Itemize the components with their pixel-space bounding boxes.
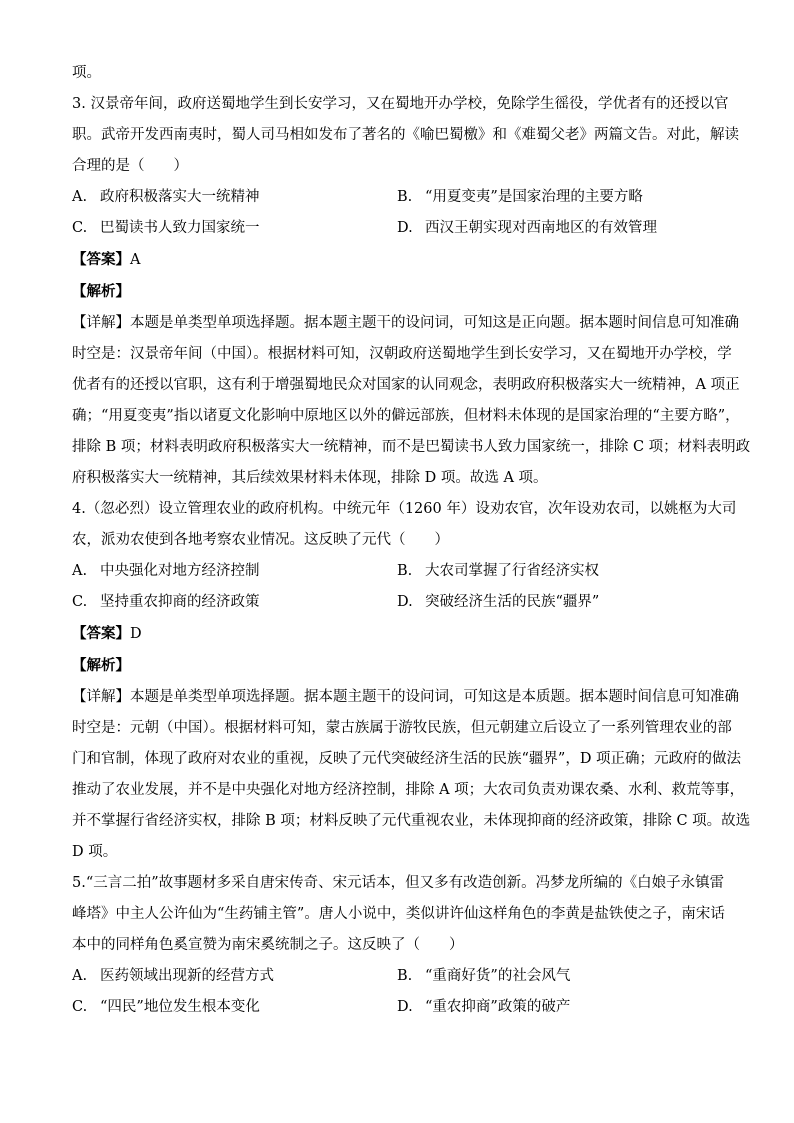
answer-value: A <box>130 252 141 268</box>
option-a <box>72 182 397 213</box>
question-stem-line: 5.“三言二拍”故事题材多采自唐宋传奇、宋元话本，但又多有改造创新。冯梦龙所编的《白娘子永镇雷 <box>72 875 725 891</box>
question-stem-line: 峰塔》中主人公许仙为“生药铺主管”。唐人小说中，类似讲许仙这样角色的李黄是盐铁使之子，南宋话 <box>72 906 725 922</box>
option-text: 西汉王朝实现对西南地区的有效管理 <box>425 220 657 236</box>
detail-line: 门和官制，体现了政府对农业的重视，反映了元代突破经济生活的民族“疆界”，D 项正确；元政府的做法 <box>72 751 742 767</box>
option-key: C. <box>72 594 88 610</box>
detail-line: 排除 B 项；材料表明政府积极落实大一统精神，而不是巴蜀读书人致力国家统一，排除 C 项；材料表明政 <box>72 439 751 455</box>
option-text: 巴蜀读书人致力国家统一 <box>100 220 260 236</box>
option-b <box>397 961 722 992</box>
option-key: D. <box>397 594 413 610</box>
answer-value: D <box>130 626 142 642</box>
detail-line: 【详解】本题是单类型单项选择题。据本题主题干的设问词，可知这是本质题。据本题时间信息可知准确 <box>72 689 739 705</box>
continuation-line: 项。 <box>72 65 101 81</box>
answer-line <box>72 244 722 276</box>
option-key: D. <box>397 220 413 236</box>
options-list <box>72 961 722 1023</box>
options-list <box>72 182 722 244</box>
option-c <box>72 213 397 244</box>
option-key: A. <box>72 563 88 579</box>
question-stem-line: 合理的是（ ） <box>72 158 188 174</box>
option-c <box>72 992 397 1023</box>
option-text: 突破经济生活的民族“疆界” <box>425 594 600 610</box>
detail-line: 优者有的还授以官职，这有利于增强蜀地民众对国家的认同观念，表明政府积极落实大一统精神，A 项正 <box>72 377 740 393</box>
option-text: “重农抑商”政策的破产 <box>425 999 571 1015</box>
question-stem-line: 4.（忽必烈）设立管理农业的政府机构。中统元年（1260 年）设劝农官，次年设劝农司，以姚枢为大司 <box>72 501 737 517</box>
question-5 <box>72 868 725 1023</box>
option-key: D. <box>397 999 413 1015</box>
option-d <box>397 213 722 244</box>
detail-line: 时空是：汉景帝年间（中国）。根据材料可知，汉朝政府送蜀地学生到长安学习，又在蜀地开办学校，学 <box>72 346 732 362</box>
options-list <box>72 556 722 618</box>
option-key: B. <box>397 968 413 984</box>
detail-line: 府积极落实大一统精神，其后续效果材料未体现，排除 D 项。故选 A 项。 <box>72 470 548 486</box>
answer-label: 【答案】 <box>72 625 130 642</box>
option-b <box>397 556 722 587</box>
detail-line: D 项。 <box>72 844 118 860</box>
detail-line: 【详解】本题是单类型单项选择题。据本题主题干的设问词，可知这是正向题。据本题时间信息可知准确 <box>72 315 739 331</box>
analysis-label: 【解析】 <box>72 657 130 674</box>
question-stem-line: 职。武帝开发西南夷时，蜀人司马相如发布了著名的《喻巴蜀檄》和《难蜀父老》两篇文告。对此，解读 <box>72 127 739 143</box>
option-key: C. <box>72 220 88 236</box>
question-4 <box>72 494 751 868</box>
question-stem-line: 农，派劝农使到各地考察农业情况。这反映了元代（ ） <box>72 532 449 548</box>
option-key: A. <box>72 189 88 205</box>
option-text: 坚持重农抑商的经济政策 <box>100 594 260 610</box>
option-text: “重商好货”的社会风气 <box>425 968 571 984</box>
option-text: “四民”地位发生根本变化 <box>100 999 260 1015</box>
analysis-label: 【解析】 <box>72 283 130 300</box>
option-a <box>72 556 397 587</box>
question-3 <box>72 89 751 494</box>
option-c <box>72 587 397 618</box>
detail-line: 确；“用夏变夷”指以诸夏文化影响中原地区以外的僻远部族，但材料未体现的是国家治理的“主要方略”， <box>72 408 740 424</box>
option-text: 大农司掌握了行省经济实权 <box>425 563 599 579</box>
answer-label: 【答案】 <box>72 251 130 268</box>
option-text: 医药领域出现新的经营方式 <box>100 968 274 984</box>
detail-line: 推动了农业发展，并不是中央强化对地方经济控制，排除 A 项；大农司负责劝课农桑、水利、救荒等事， <box>72 782 745 798</box>
question-stem-line: 本中的同样角色奚宣赞为南宋奚统制之子。这反映了（ ） <box>72 937 464 953</box>
option-text: 政府积极落实大一统精神 <box>100 189 260 205</box>
option-a <box>72 961 397 992</box>
option-text: 中央强化对地方经济控制 <box>100 563 260 579</box>
option-d <box>397 587 722 618</box>
detail-line: 时空是：元朝（中国）。根据材料可知，蒙古族属于游牧民族，但元朝建立后设立了一系列管理农业的部 <box>72 720 732 736</box>
option-key: B. <box>397 563 413 579</box>
option-key: C. <box>72 999 88 1015</box>
option-key: B. <box>397 189 413 205</box>
option-text: “用夏变夷”是国家治理的主要方略 <box>425 189 643 205</box>
option-key: A. <box>72 968 88 984</box>
question-stem-line: 3. 汉景帝年间，政府送蜀地学生到长安学习，又在蜀地开办学校，免除学生徭役，学优者有的还授以官 <box>72 96 729 112</box>
detail-line: 并不掌握行省经济实权，排除 B 项；材料反映了元代重视农业，未体现抑商的经济政策，排除 C 项。故选 <box>72 813 751 829</box>
answer-line <box>72 618 722 650</box>
option-d <box>397 992 722 1023</box>
option-b <box>397 182 722 213</box>
